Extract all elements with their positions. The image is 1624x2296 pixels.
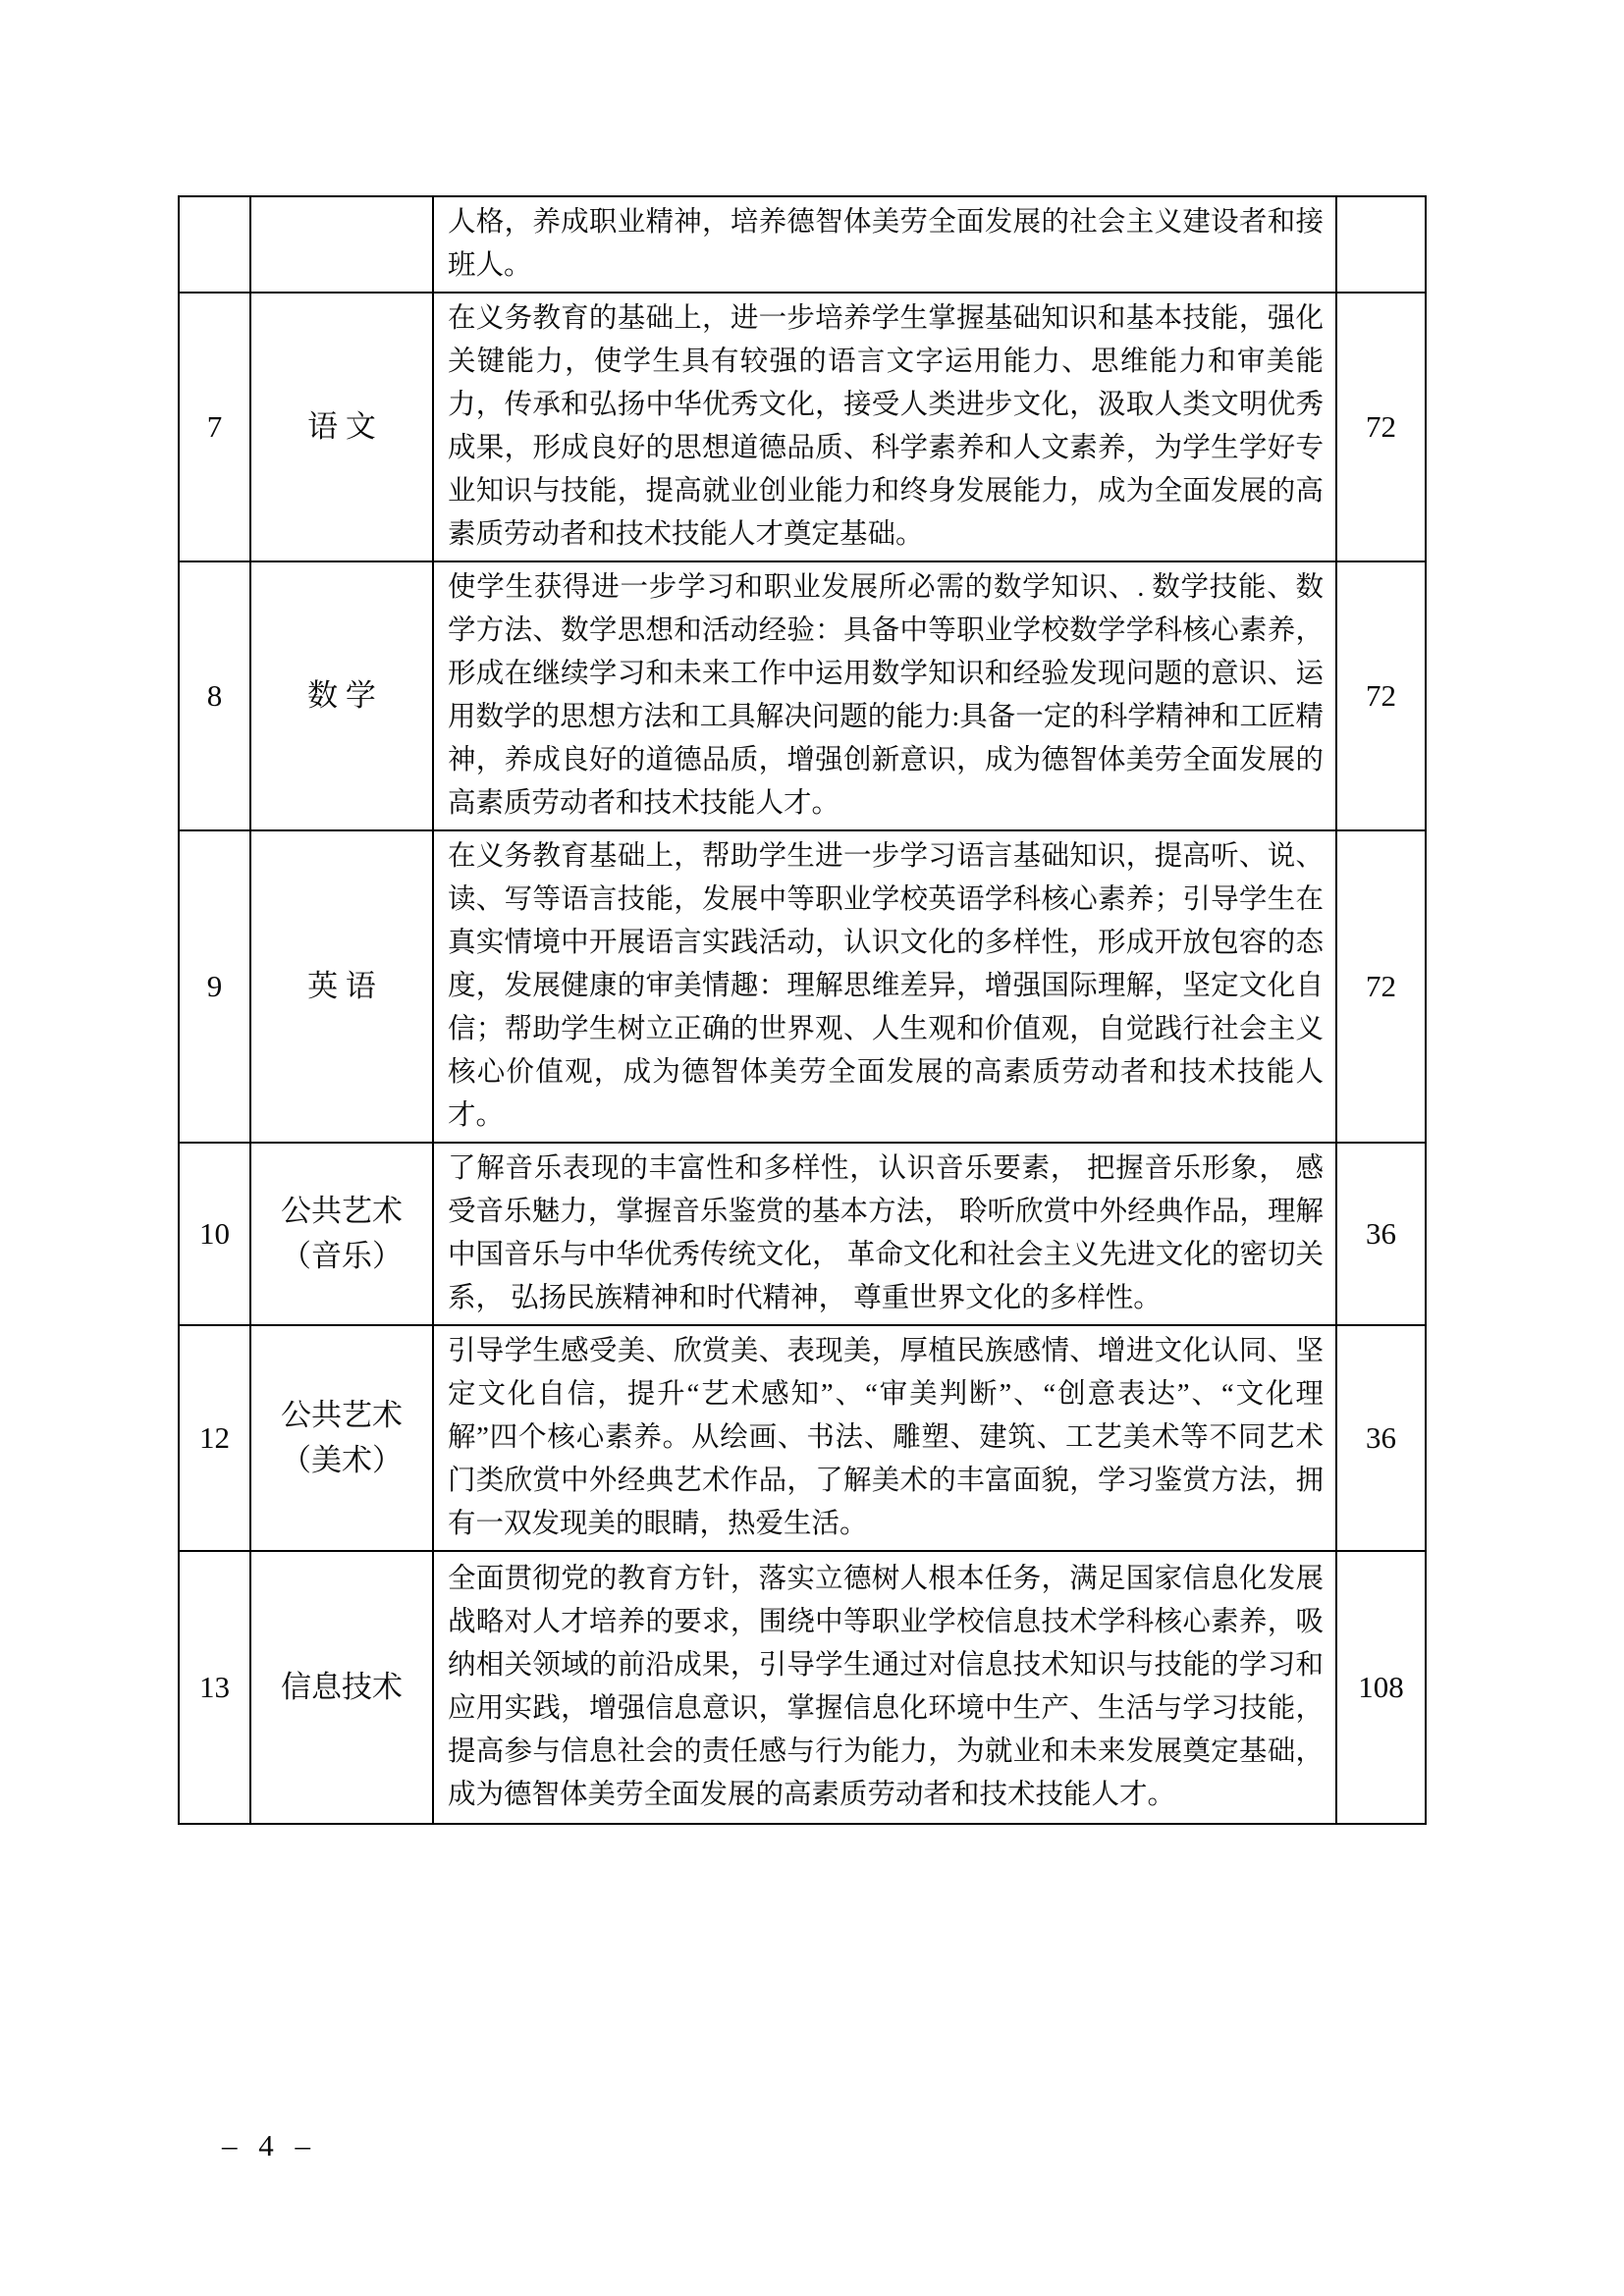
cell-course-number — [179, 196, 250, 293]
cell-course-hours: 108 — [1336, 1551, 1426, 1824]
cell-course-hours: 72 — [1336, 293, 1426, 561]
cell-course-description: 引导学生感受美、欣赏美、表现美，厚植民族感情、增进文化认同、坚定文化自信，提升“艺术感知”、“审美判断”、“创意表达”、“文化理解”四个核心素养。从绘画、书法、雕塑、建筑、工艺美术等不同艺术门类欣赏中外经典艺术作品，了解美术的丰富面貌，学习鉴赏方法，拥有一双发现美的眼睛，热爱生活。 — [433, 1325, 1336, 1551]
cell-course-name — [250, 196, 433, 293]
cell-course-description: 人格，养成职业精神，培养德智体美劳全面发展的社会主义建设者和接班人。 — [433, 196, 1336, 293]
cell-course-description: 了解音乐表现的丰富性和多样性，认识音乐要素， 把握音乐形象， 感受音乐魅力，掌握音乐鉴赏的基本方法， 聆听欣赏中外经典作品，理解中国音乐与中华优秀传统文化， 革命文化和社会主义先进文化的密切关系， 弘扬民族精神和时代精神， 尊重世界文化的多样性。 — [433, 1143, 1336, 1325]
cell-course-hours: 72 — [1336, 830, 1426, 1143]
cell-course-name — [250, 561, 433, 830]
table-row — [179, 561, 1426, 830]
table-row — [179, 1325, 1426, 1551]
cell-course-number: 13 — [179, 1551, 250, 1824]
course-table — [178, 195, 1427, 1825]
cell-course-name — [250, 1551, 433, 1824]
cell-course-description: 使学生获得进一步学习和职业发展所必需的数学知识、. 数学技能、数学方法、数学思想和活动经验：具备中等职业学校数学学科核心素养，形成在继续学习和未来工作中运用数学知识和经验发现问题的意识、运用数学的思想方法和工具解决问题的能力:具备一定的科学精神和工匠精神，养成良好的道德品质，增强创新意识，成为德智体美劳全面发展的高素质劳动者和技术技能人才。 — [433, 561, 1336, 830]
course-name-line: 公共艺术 — [281, 1194, 403, 1228]
cell-course-number: 8 — [179, 561, 250, 830]
cell-course-hours: 72 — [1336, 561, 1426, 830]
table-row — [179, 830, 1426, 1143]
table-row — [179, 1143, 1426, 1325]
cell-course-hours — [1336, 196, 1426, 293]
course-table-body — [179, 196, 1426, 1824]
cell-course-name — [250, 830, 433, 1143]
cell-course-number: 7 — [179, 293, 250, 561]
course-name-line: （音乐） — [281, 1239, 403, 1273]
course-name-line: 数 学 — [307, 678, 376, 713]
cell-course-description: 全面贯彻党的教育方针，落实立德树人根本任务，满足国家信息化发展战略对人才培养的要求，围绕中等职业学校信息技术学科核心素养，吸纳相关领域的前沿成果，引导学生通过对信息技术知识与技能的学习和应用实践，增强信息意识，掌握信息化环境中生产、生活与学习技能，提高参与信息社会的责任感与行为能力，为就业和未来发展奠定基础，成为德智体美劳全面发展的高素质劳动者和技术技能人才。 — [433, 1551, 1336, 1824]
cell-course-name — [250, 293, 433, 561]
table-row — [179, 196, 1426, 293]
course-name-line: 英 语 — [307, 969, 376, 1003]
cell-course-hours: 36 — [1336, 1143, 1426, 1325]
table-row — [179, 293, 1426, 561]
table-row — [179, 1551, 1426, 1824]
course-name-line: 公共艺术 — [281, 1398, 403, 1432]
cell-course-description: 在义务教育的基础上，进一步培养学生掌握基础知识和基本技能，强化关键能力，使学生具有较强的语言文字运用能力、思维能力和审美能力，传承和弘扬中华优秀文化，接受人类进步文化，汲取人类文明优秀成果，形成良好的思想道德品质、科学素养和人文素养，为学生学好专业知识与技能，提高就业创业能力和终身发展能力，成为全面发展的高素质劳动者和技术技能人才奠定基础。 — [433, 293, 1336, 561]
course-name-line: （美术） — [281, 1443, 403, 1477]
cell-course-description: 在义务教育基础上，帮助学生进一步学习语言基础知识，提高听、说、读、写等语言技能，发展中等职业学校英语学科核心素养；引导学生在真实情境中开展语言实践活动，认识文化的多样性，形成开放包容的态度，发展健康的审美情趣：理解思维差异，增强国际理解，坚定文化自信；帮助学生树立正确的世界观、人生观和价值观，自觉践行社会主义核心价值观，成为德智体美劳全面发展的高素质劳动者和技术技能人才。 — [433, 830, 1336, 1143]
cell-course-number: 12 — [179, 1325, 250, 1551]
cell-course-number: 10 — [179, 1143, 250, 1325]
cell-course-number: 9 — [179, 830, 250, 1143]
page-number: – 4 – — [222, 2128, 310, 2163]
cell-course-name — [250, 1143, 433, 1325]
course-name-line: 语 文 — [307, 409, 376, 444]
cell-course-name — [250, 1325, 433, 1551]
cell-course-hours: 36 — [1336, 1325, 1426, 1551]
course-name-line: 信息技术 — [281, 1670, 403, 1704]
